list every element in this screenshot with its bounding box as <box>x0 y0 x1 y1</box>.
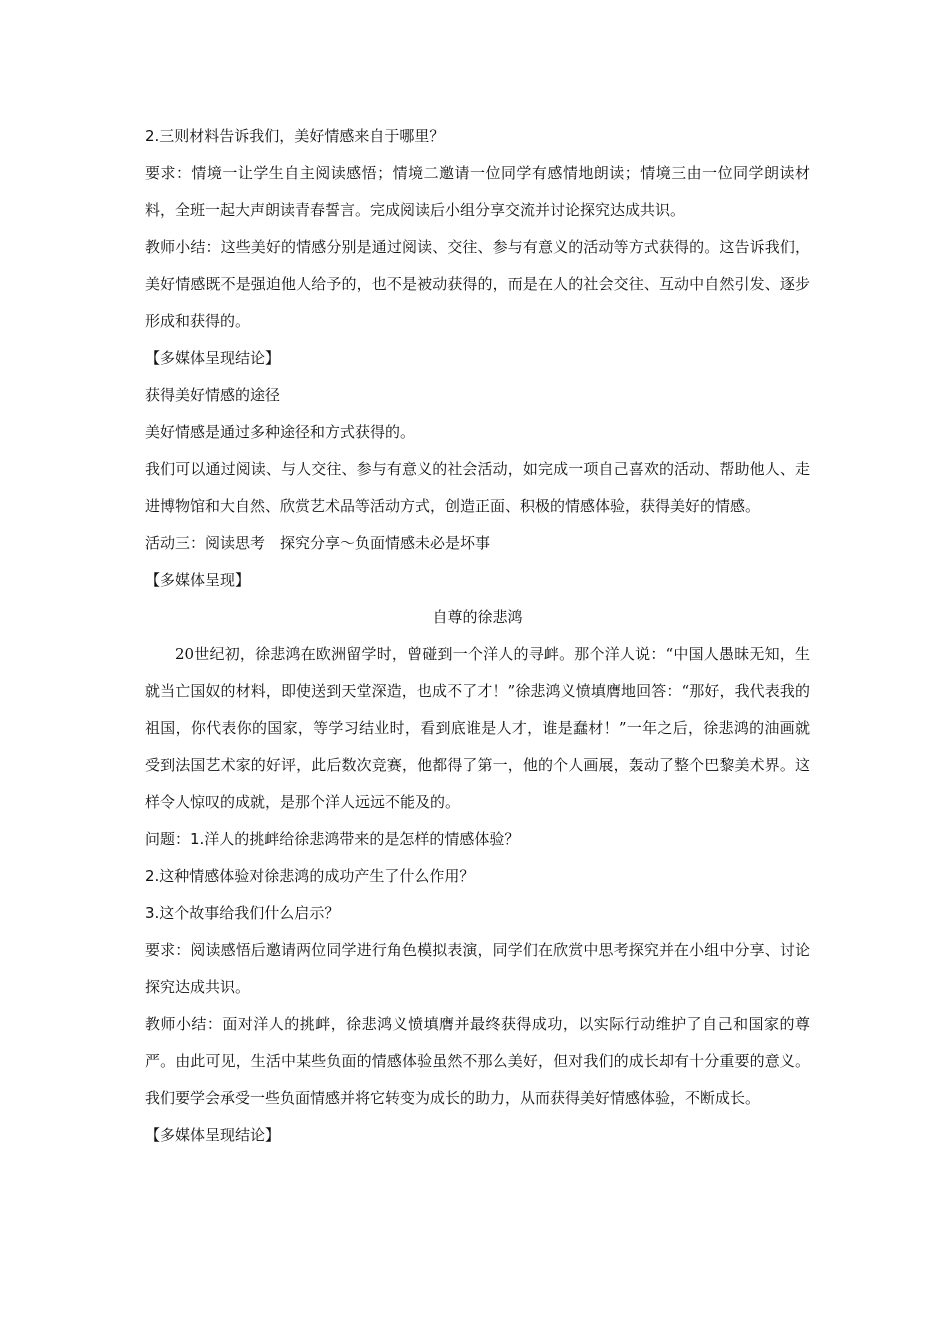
conclusion-statement: 美好情感是通过多种途径和方式获得的。 <box>145 423 416 441</box>
conclusion-title: 获得美好情感的途径 <box>145 386 281 404</box>
multimedia-conclusion-heading-1: 【多媒体呈现结论】 <box>145 349 281 367</box>
requirement-paragraph-1: 要求：情境一让学生自主阅读感悟；情境二邀请一位同学有感情地朗读；情境三由一位同学朗读材料，全班一起大声朗读青春誓言。完成阅读后小组分享交流并讨论探究达成共识。 <box>145 164 810 219</box>
story-question-2: 2.这种情感体验对徐悲鸿的成功产生了什么作用？ <box>145 867 475 885</box>
activity-three-heading: 活动三：阅读思考 探究分享～负面情感未必是坏事 <box>145 534 491 552</box>
teacher-summary-1: 教师小结：这些美好的情感分别是通过阅读、交往、参与有意义的活动等方式获得的。这告诉我们，美好情感既不是强迫他人给予的，也不是被动获得的，而是在人的社会交往、互动中自然引发、逐步形成和获得的。 <box>145 238 810 330</box>
question-2: 2.三则材料告诉我们，美好情感来自于哪里？ <box>145 127 445 145</box>
story-title: 自尊的徐悲鸿 <box>432 608 523 626</box>
document-page <box>145 118 810 1154</box>
story-question-1: 问题：1.洋人的挑衅给徐悲鸿带来的是怎样的情感体验？ <box>145 830 520 848</box>
requirement-paragraph-2: 要求：阅读感悟后邀请两位同学进行角色模拟表演，同学们在欣赏中思考探究并在小组中分享、讨论探究达成共识。 <box>145 941 810 996</box>
teacher-summary-2: 教师小结：面对洋人的挑衅，徐悲鸿义愤填膺并最终获得成功，以实际行动维护了自己和国家的尊严。由此可见，生活中某些负面的情感体验虽然不那么美好，但对我们的成长却有十分重要的意义。我们要学会承受一些负面情感并将它转变为成长的助力，从而获得美好情感体验，不断成长。 <box>145 1015 810 1107</box>
story-body: 20世纪初，徐悲鸿在欧洲留学时，曾碰到一个洋人的寻衅。那个洋人说：“中国人愚昧无知，生就当亡国奴的材料，即使送到天堂深造，也成不了才！”徐悲鸿义愤填膺地回答：“那好，我代表我的祖国，你代表你的国家，等学习结业时，看到底谁是人才，谁是蠢材！”一年之后，徐悲鸿的油画就受到法国艺术家的好评，此后数次竞赛，他都得了第一，他的个人画展，轰动了整个巴黎美术界。这样令人惊叹的成就，是那个洋人远远不能及的。 <box>145 645 810 811</box>
conclusion-detail: 我们可以通过阅读、与人交往、参与有意义的社会活动，如完成一项自己喜欢的活动、帮助他人、走进博物馆和大自然、欣赏艺术品等活动方式，创造正面、积极的情感体验，获得美好的情感。 <box>145 460 810 515</box>
story-question-3: 3.这个故事给我们什么启示？ <box>145 904 340 922</box>
multimedia-heading: 【多媒体呈现】 <box>145 571 251 589</box>
multimedia-conclusion-heading-2: 【多媒体呈现结论】 <box>145 1126 281 1144</box>
